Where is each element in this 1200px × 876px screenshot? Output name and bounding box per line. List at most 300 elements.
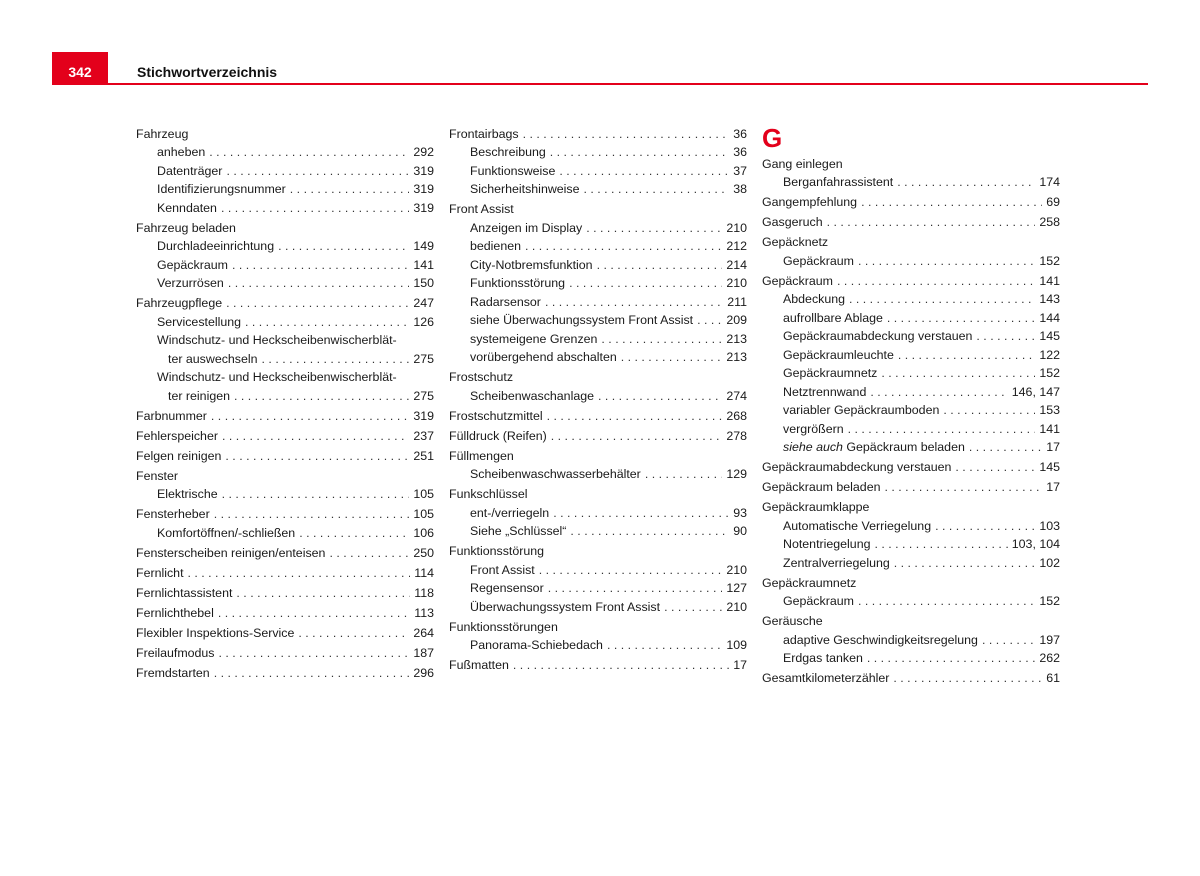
leader-dots bbox=[551, 427, 723, 446]
page-ref: 213 bbox=[726, 350, 747, 364]
entry-line bbox=[783, 649, 1060, 668]
entry-term: Kenndaten bbox=[157, 200, 217, 215]
entry-line bbox=[783, 592, 1060, 611]
leader-dots bbox=[586, 219, 722, 238]
entry-term: Fensterheber bbox=[136, 507, 210, 521]
index-entry bbox=[136, 584, 434, 603]
entry-term-wrap bbox=[157, 524, 295, 543]
page-ref: 275 bbox=[413, 388, 434, 403]
leader-dots bbox=[222, 485, 410, 504]
entry-term: Gangempfehlung bbox=[762, 195, 858, 209]
entry-line bbox=[762, 458, 1060, 477]
page-title: Stichwortverzeichnis bbox=[137, 64, 278, 80]
entry-term-wrap bbox=[136, 584, 232, 603]
index-entry bbox=[762, 498, 1060, 517]
leader-dots bbox=[278, 237, 409, 256]
entry-line bbox=[470, 330, 747, 349]
entry-line bbox=[470, 598, 747, 617]
page-ref: 213 bbox=[726, 331, 747, 346]
leader-dots bbox=[298, 624, 409, 643]
leader-dots bbox=[218, 604, 410, 623]
index-entry bbox=[136, 219, 434, 238]
leader-dots bbox=[645, 465, 722, 484]
entry-line bbox=[783, 420, 1060, 439]
index-entry bbox=[449, 522, 747, 541]
index-entry bbox=[762, 213, 1060, 232]
index-entry bbox=[762, 649, 1060, 668]
leader-dots bbox=[553, 504, 729, 523]
entry-line bbox=[157, 485, 434, 504]
entry-term-wrap bbox=[136, 564, 184, 583]
entry-term-wrap bbox=[157, 237, 274, 256]
page-ref: 113 bbox=[414, 605, 434, 620]
entry-line bbox=[783, 554, 1060, 573]
entry-term-wrap bbox=[449, 485, 528, 504]
leader-dots bbox=[848, 420, 1036, 439]
index-entry bbox=[136, 237, 434, 256]
entry-term: Funktionsweise bbox=[470, 163, 556, 178]
entry-line bbox=[449, 125, 747, 144]
entry-term-wrap bbox=[470, 256, 593, 275]
page-ref: 122 bbox=[1039, 347, 1060, 362]
entry-term: Radarsensor bbox=[470, 294, 541, 309]
leader-dots bbox=[584, 180, 730, 199]
entry-line bbox=[470, 219, 747, 238]
entry-line bbox=[136, 427, 434, 446]
entry-line bbox=[136, 219, 434, 238]
entry-line bbox=[136, 544, 434, 563]
entry-line bbox=[136, 564, 434, 583]
index-entry bbox=[449, 125, 747, 144]
leader-dots bbox=[849, 290, 1035, 309]
leader-dots bbox=[621, 348, 723, 367]
index-entry bbox=[136, 447, 434, 466]
entry-line bbox=[470, 274, 747, 293]
leader-dots bbox=[545, 293, 723, 312]
entry-term: Gepäckraum bbox=[762, 273, 833, 288]
entry-term: Abdeckung bbox=[783, 292, 846, 306]
entry-term-wrap bbox=[136, 544, 325, 563]
entry-line bbox=[783, 346, 1060, 365]
index-entry bbox=[136, 331, 434, 368]
entry-term-wrap bbox=[136, 407, 207, 426]
leader-dots bbox=[697, 311, 722, 330]
entry-term-wrap bbox=[783, 327, 972, 346]
entry-term: Regensensor bbox=[470, 581, 544, 595]
index-entry bbox=[449, 618, 747, 637]
page-ref: 319 bbox=[413, 182, 434, 196]
index-entry bbox=[449, 162, 747, 181]
entry-term-wrap bbox=[136, 427, 218, 446]
entry-term-wrap bbox=[470, 348, 617, 367]
index-entry bbox=[449, 485, 747, 504]
entry-term-wrap bbox=[762, 155, 843, 174]
entry-term: Fußmatten bbox=[449, 658, 509, 672]
index-entry bbox=[762, 155, 1060, 174]
entry-term: aufrollbare Ablage bbox=[783, 310, 883, 325]
entry-line bbox=[783, 517, 1060, 536]
index-entry bbox=[762, 478, 1060, 497]
entry-line bbox=[136, 447, 434, 466]
page-ref: 210 bbox=[726, 220, 747, 235]
index-entry bbox=[449, 274, 747, 293]
leader-dots bbox=[884, 478, 1042, 497]
entry-term: Freilaufmodus bbox=[136, 645, 215, 660]
page-ref: 209 bbox=[726, 313, 747, 327]
entry-term: Frontairbags bbox=[449, 126, 519, 141]
index-entry bbox=[762, 233, 1060, 252]
index-entry bbox=[136, 143, 434, 162]
leader-dots bbox=[226, 162, 409, 181]
entry-term-wrap bbox=[783, 438, 965, 457]
index-entry bbox=[136, 162, 434, 181]
page-ref: 90 bbox=[733, 524, 747, 538]
entry-line bbox=[783, 631, 1060, 650]
leader-dots bbox=[982, 631, 1035, 650]
entry-line bbox=[157, 313, 434, 332]
page-ref: 197 bbox=[1039, 632, 1060, 647]
entry-line bbox=[470, 256, 747, 275]
entry-line bbox=[470, 143, 747, 162]
entry-line bbox=[470, 162, 747, 181]
entry-term-wrap bbox=[157, 313, 241, 332]
entry-line bbox=[157, 199, 434, 218]
index-entry bbox=[449, 656, 747, 675]
leader-dots bbox=[955, 458, 1035, 477]
entry-term: Beschreibung bbox=[470, 145, 546, 159]
page-ref: 247 bbox=[413, 296, 434, 310]
leader-dots bbox=[214, 664, 410, 683]
entry-term-wrap bbox=[470, 387, 594, 406]
index-entry bbox=[762, 193, 1060, 212]
entry-line bbox=[136, 604, 434, 623]
entry-term-wrap bbox=[136, 644, 215, 663]
leader-dots bbox=[548, 579, 723, 598]
leader-dots bbox=[226, 294, 409, 313]
index-entry bbox=[449, 407, 747, 426]
entry-line bbox=[783, 309, 1060, 328]
entry-term-wrap bbox=[783, 649, 863, 668]
index-entry bbox=[136, 125, 434, 144]
index-column-3 bbox=[762, 123, 1060, 688]
entry-line bbox=[783, 290, 1060, 309]
entry-line bbox=[470, 311, 747, 330]
leader-dots bbox=[219, 644, 410, 663]
entry-line bbox=[762, 233, 1060, 252]
entry-line bbox=[762, 272, 1060, 291]
leader-dots bbox=[898, 346, 1035, 365]
entry-line bbox=[470, 465, 747, 484]
entry-term: Windschutz- und Heckscheibenwischerblät- bbox=[157, 333, 397, 347]
entry-term: Automatische Verriegelung bbox=[783, 518, 932, 533]
page-ref: 38 bbox=[733, 182, 747, 196]
entry-term: Geräusche bbox=[762, 614, 823, 628]
index-entry bbox=[762, 592, 1060, 611]
index-entry bbox=[449, 330, 747, 349]
leader-dots bbox=[897, 173, 1035, 192]
entry-term: Gepäcknetz bbox=[762, 235, 829, 249]
entry-line bbox=[136, 664, 434, 683]
entry-term-wrap bbox=[783, 517, 931, 536]
index-entry bbox=[762, 346, 1060, 365]
index-entry bbox=[136, 368, 434, 405]
index-entry bbox=[762, 517, 1060, 536]
entry-term-wrap bbox=[136, 125, 188, 144]
index-entry bbox=[762, 327, 1060, 346]
page-ref: 105 bbox=[413, 507, 434, 521]
leader-dots bbox=[935, 517, 1035, 536]
entry-line bbox=[449, 447, 747, 466]
entry-term-wrap bbox=[470, 311, 693, 330]
entry-term: anheben bbox=[157, 145, 206, 159]
entry-line bbox=[157, 368, 434, 387]
leader-dots bbox=[232, 256, 409, 275]
leader-dots bbox=[827, 213, 1036, 232]
entry-term: bedienen bbox=[470, 239, 521, 253]
entry-term-wrap bbox=[762, 233, 828, 252]
entry-line bbox=[762, 213, 1060, 232]
entry-term: Fernlichtassistent bbox=[136, 585, 233, 600]
leader-dots bbox=[290, 180, 410, 199]
index-entry bbox=[762, 669, 1060, 688]
leader-dots bbox=[601, 330, 722, 349]
entry-line bbox=[136, 505, 434, 524]
entry-term-wrap bbox=[470, 504, 549, 523]
entry-term: Gasgeruch bbox=[762, 215, 823, 229]
page-ref: 210 bbox=[726, 276, 747, 290]
entry-line bbox=[136, 407, 434, 426]
entry-term: Durchladeeinrichtung bbox=[157, 239, 275, 253]
entry-line bbox=[449, 407, 747, 426]
entry-line bbox=[157, 331, 434, 350]
page-ref: 118 bbox=[414, 585, 434, 600]
leader-dots bbox=[894, 554, 1036, 573]
entry-term-wrap bbox=[470, 237, 521, 256]
page-ref: 152 bbox=[1039, 366, 1060, 380]
entry-line bbox=[470, 237, 747, 256]
leader-dots bbox=[858, 592, 1035, 611]
entry-line bbox=[157, 524, 434, 543]
index-entry bbox=[449, 200, 747, 219]
entry-term-wrap bbox=[136, 664, 210, 683]
entry-term: Windschutz- und Heckscheibenwischerblät- bbox=[157, 370, 397, 384]
index-entry bbox=[449, 447, 747, 466]
entry-term-wrap bbox=[449, 427, 547, 446]
index-entry bbox=[762, 612, 1060, 631]
entry-line bbox=[136, 294, 434, 313]
leader-dots bbox=[547, 407, 723, 426]
entry-see-also: siehe auch bbox=[783, 440, 843, 454]
entry-term-wrap bbox=[449, 542, 544, 561]
page-ref: 275 bbox=[413, 351, 434, 366]
entry-term: Fahrzeug beladen bbox=[136, 220, 236, 235]
page-ref: 237 bbox=[413, 428, 434, 443]
page-ref: 36 bbox=[733, 145, 747, 159]
entry-term-wrap bbox=[157, 274, 224, 293]
leader-dots bbox=[570, 522, 729, 541]
entry-term: Fahrzeugpflege bbox=[136, 296, 223, 310]
entry-term-wrap bbox=[762, 612, 823, 631]
entry-continuation-line bbox=[157, 350, 434, 369]
page-number: 342 bbox=[52, 52, 108, 85]
entry-line bbox=[449, 427, 747, 446]
entry-term: Gepäckraum beladen bbox=[842, 440, 965, 454]
entry-line bbox=[136, 624, 434, 643]
entry-term-wrap bbox=[762, 213, 823, 232]
leader-dots bbox=[867, 649, 1035, 668]
entry-term: vergrößern bbox=[783, 421, 844, 436]
leader-dots bbox=[559, 162, 729, 181]
index-entry bbox=[449, 219, 747, 238]
leader-dots bbox=[664, 598, 722, 617]
index-entry bbox=[762, 554, 1060, 573]
page-ref: 146, 147 bbox=[1011, 384, 1060, 399]
leader-dots bbox=[550, 143, 729, 162]
entry-term-wrap bbox=[762, 193, 857, 212]
entry-term-wrap bbox=[470, 180, 580, 199]
page-ref: 152 bbox=[1039, 253, 1060, 268]
entry-line bbox=[470, 522, 747, 541]
index-entry bbox=[449, 387, 747, 406]
leader-dots bbox=[525, 237, 722, 256]
leader-dots bbox=[523, 125, 730, 144]
entry-line bbox=[762, 478, 1060, 497]
index-entry bbox=[136, 467, 434, 486]
entry-term: City-Notbremsfunktion bbox=[470, 257, 593, 272]
entry-line bbox=[783, 327, 1060, 346]
page-ref: 262 bbox=[1039, 651, 1060, 665]
entry-term: Anzeigen im Display bbox=[470, 220, 583, 235]
page-ref: 296 bbox=[413, 665, 434, 680]
page-ref: 102 bbox=[1039, 555, 1060, 570]
entry-term: Panorama-Schiebedach bbox=[470, 638, 603, 652]
entry-term-continuation: ter auswechseln bbox=[168, 351, 258, 366]
page-ref: 126 bbox=[413, 314, 434, 329]
leader-dots bbox=[234, 387, 409, 406]
page-ref: 274 bbox=[726, 388, 747, 403]
page-ref: 152 bbox=[1039, 594, 1060, 608]
entry-term-wrap bbox=[157, 256, 228, 275]
entry-term: Fülldruck (Reifen) bbox=[449, 428, 547, 443]
index-entry bbox=[136, 505, 434, 524]
entry-term: Frostschutz bbox=[449, 370, 514, 384]
leader-dots bbox=[188, 564, 411, 583]
entry-term-wrap bbox=[470, 293, 541, 312]
page-ref: 141 bbox=[1039, 273, 1060, 288]
entry-line bbox=[449, 485, 747, 504]
index-entry bbox=[762, 401, 1060, 420]
entry-term-wrap bbox=[157, 162, 222, 181]
entry-term: Datenträger bbox=[157, 163, 223, 178]
entry-line bbox=[470, 293, 747, 312]
index-entry bbox=[449, 465, 747, 484]
entry-line bbox=[157, 256, 434, 275]
leader-dots bbox=[943, 401, 1035, 420]
entry-term-wrap bbox=[470, 465, 641, 484]
entry-term: Farbnummer bbox=[136, 408, 207, 423]
entry-term-wrap bbox=[470, 561, 535, 580]
entry-term: Funktionsstörung bbox=[470, 276, 566, 290]
entry-line bbox=[470, 348, 747, 367]
index-entry bbox=[136, 313, 434, 332]
entry-line bbox=[783, 252, 1060, 271]
entry-term-wrap bbox=[783, 420, 844, 439]
leader-dots bbox=[569, 274, 722, 293]
entry-continuation-line bbox=[157, 387, 434, 406]
page-ref: 210 bbox=[726, 599, 747, 614]
index-entry bbox=[449, 579, 747, 598]
entry-term: adaptive Geschwindigkeitsregelung bbox=[783, 632, 978, 647]
index-entry bbox=[449, 237, 747, 256]
entry-term-wrap bbox=[136, 505, 210, 524]
entry-term-wrap bbox=[783, 346, 894, 365]
page-ref: 145 bbox=[1039, 329, 1060, 343]
entry-line bbox=[136, 467, 434, 486]
entry-line bbox=[470, 180, 747, 199]
page-ref: 250 bbox=[413, 545, 434, 560]
entry-term: Gepäckraum bbox=[157, 257, 228, 272]
entry-term-wrap bbox=[470, 636, 603, 655]
entry-term-wrap bbox=[449, 407, 543, 426]
index-entry bbox=[449, 180, 747, 199]
entry-term: Funktionsstörungen bbox=[449, 619, 558, 634]
entry-term: Fenster bbox=[136, 468, 179, 483]
page-ref: 264 bbox=[413, 625, 434, 640]
entry-line bbox=[449, 618, 747, 637]
leader-dots bbox=[875, 535, 1008, 554]
entry-line bbox=[762, 498, 1060, 517]
entry-term-continuation: ter reinigen bbox=[168, 388, 230, 403]
index-entry bbox=[449, 311, 747, 330]
leader-dots bbox=[881, 364, 1035, 383]
entry-line bbox=[136, 584, 434, 603]
entry-term: Gepäckraumabdeckung verstauen bbox=[762, 460, 952, 474]
entry-line bbox=[157, 274, 434, 293]
index-entry bbox=[762, 535, 1060, 554]
entry-term-wrap bbox=[783, 554, 890, 573]
entry-term-wrap bbox=[762, 478, 880, 497]
leader-dots bbox=[870, 383, 1007, 402]
page-ref: 210 bbox=[726, 562, 747, 577]
leader-dots bbox=[211, 407, 409, 426]
leader-dots bbox=[214, 505, 410, 524]
leader-dots bbox=[598, 387, 722, 406]
page-ref: 69 bbox=[1046, 195, 1060, 209]
index-entry bbox=[449, 542, 747, 561]
index-entry bbox=[136, 274, 434, 293]
index-entry bbox=[449, 427, 747, 446]
entry-line bbox=[470, 504, 747, 523]
entry-line bbox=[449, 368, 747, 387]
leader-dots bbox=[969, 438, 1042, 457]
entry-term-wrap bbox=[470, 219, 582, 238]
entry-term: variabler Gepäckraumboden bbox=[783, 403, 940, 417]
leader-dots bbox=[597, 256, 723, 275]
entry-term: Verzurrösen bbox=[157, 276, 224, 290]
entry-term: Gepäckraum beladen bbox=[762, 480, 881, 494]
page-ref: 292 bbox=[413, 145, 434, 159]
index-entry bbox=[449, 293, 747, 312]
entry-term: Fahrzeug bbox=[136, 126, 189, 141]
page-ref: 114 bbox=[414, 565, 434, 580]
page-ref: 174 bbox=[1039, 175, 1060, 189]
page-ref: 268 bbox=[726, 408, 747, 423]
index-entry bbox=[762, 420, 1060, 439]
entry-term: Erdgas tanken bbox=[783, 651, 863, 665]
index-entry bbox=[762, 438, 1060, 457]
entry-term-wrap bbox=[470, 330, 597, 349]
index-entry bbox=[136, 604, 434, 623]
